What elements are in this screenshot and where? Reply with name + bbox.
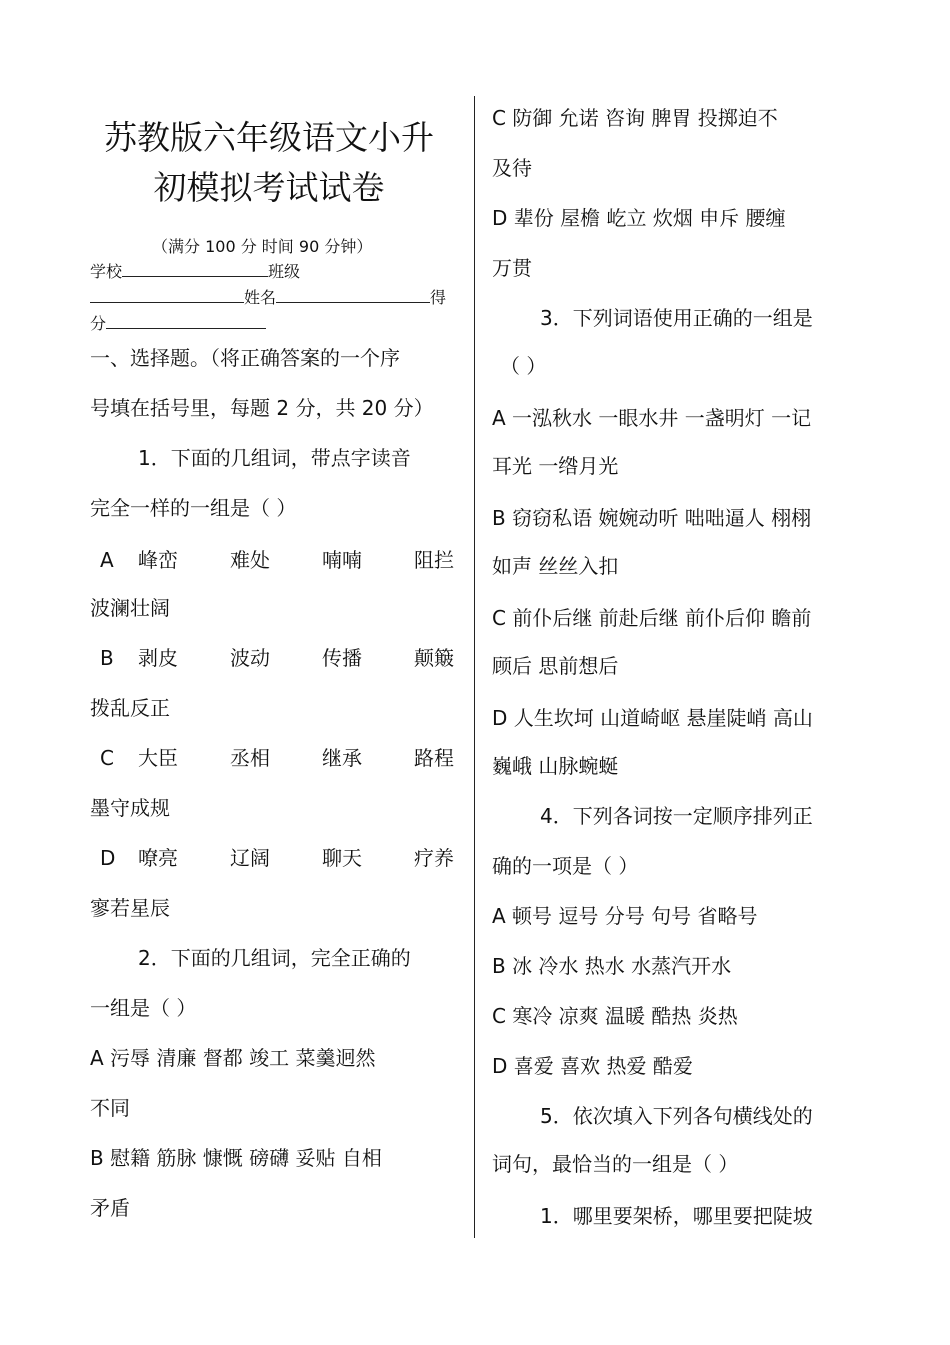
option-word: 寥若星辰 — [90, 896, 170, 920]
class-blank — [90, 286, 244, 303]
q1-stem-line2: 完全一样的一组是（ ） — [90, 496, 297, 520]
score-field — [90, 312, 266, 335]
school-label: 学校 — [90, 262, 123, 281]
option-word: 颠簸 — [414, 646, 454, 670]
option-word: 继承 — [322, 746, 362, 770]
option-word: 嘹亮 — [138, 846, 178, 870]
option-letter: A — [100, 548, 114, 572]
q4-option-a: A 顿号 逗号 分号 句号 省略号 — [492, 904, 758, 928]
q3-option-a: A 一泓秋水 一眼水井 一盏明灯 一记 — [492, 406, 812, 430]
option-word: 阻拦 — [414, 548, 454, 572]
q5-stem-line1: 5．依次填入下列各句横线处的 — [540, 1104, 813, 1128]
option-word: 剥皮 — [138, 646, 178, 670]
exam-info: （满分 100 分 时间 90 分钟） — [152, 237, 373, 256]
q3-option-d-cont: 巍峨 山脉蜿蜒 — [492, 754, 619, 778]
name-label: 姓名 — [244, 288, 277, 307]
q2-option-a: A 污辱 清廉 督都 竣工 菜羹迥然 — [90, 1046, 376, 1070]
option-word: 大臣 — [138, 746, 178, 770]
option-word: 难处 — [230, 548, 270, 572]
q2-stem-line1: 2．下面的几组词，完全正确的 — [138, 946, 411, 970]
q5-sub1: 1．哪里要架桥，哪里要把陡坡 — [540, 1204, 813, 1228]
q3-option-b-cont: 如声 丝丝入扣 — [492, 554, 619, 578]
q2-option-b: B 慰籍 筋脉 慷慨 磅礴 妥贴 自相 — [90, 1146, 382, 1170]
q4-stem-line2: 确的一项是（ ） — [492, 854, 639, 878]
option-letter: C — [100, 746, 114, 770]
q4-stem-line1: 4．下列各词按一定顺序排列正 — [540, 804, 813, 828]
q4-option-b: B 冰 冷水 热水 水蒸汽开水 — [492, 954, 732, 978]
q2-option-c: C 防御 允诺 咨询 脾胃 投掷迫不 — [492, 106, 778, 130]
option-word: 辽阔 — [230, 846, 270, 870]
page-title-line1: 苏教版六年级语文小升 — [104, 118, 434, 157]
q3-stem-line1: 3．下列词语使用正确的一组是 — [540, 306, 813, 330]
column-divider — [474, 96, 475, 1238]
option-word: 传播 — [322, 646, 362, 670]
score-blank — [106, 312, 266, 329]
page-title-line2: 初模拟考试试卷 — [153, 168, 385, 207]
q3-option-c-cont: 顾后 思前想后 — [492, 654, 619, 678]
option-letter: B — [100, 646, 114, 670]
school-blank — [122, 260, 268, 277]
q3-option-a-cont: 耳光 一绺月光 — [492, 454, 619, 478]
q2-option-d-cont: 万贯 — [492, 256, 532, 280]
q2-option-c-cont: 及待 — [492, 156, 532, 180]
option-word: 峰峦 — [138, 548, 178, 572]
option-word: 波动 — [230, 646, 270, 670]
score-label-b: 分 — [90, 314, 107, 333]
section1-line2: 号填在括号里，每题 2 分，共 20 分） — [90, 396, 434, 420]
option-word: 疗养 — [414, 846, 454, 870]
q4-option-d: D 喜爱 喜欢 热爱 酷爱 — [492, 1054, 693, 1078]
class-label: 班级 — [268, 262, 301, 281]
q2-stem-line2: 一组是（ ） — [90, 996, 197, 1020]
q3-option-b: B 窃窃私语 婉婉动听 咄咄逼人 栩栩 — [492, 506, 812, 530]
q2-option-d: D 辈份 屋檐 屹立 炊烟 申斥 腰缠 — [492, 206, 786, 230]
name-blank — [276, 286, 430, 303]
q2-option-b-cont: 矛盾 — [90, 1196, 130, 1220]
option-word: 路程 — [414, 746, 454, 770]
q3-option-d: D 人生坎坷 山道崎岖 悬崖陡峭 高山 — [492, 706, 813, 730]
q5-stem-line2: 词句，最恰当的一组是（ ） — [492, 1152, 739, 1176]
option-word: 拨乱反正 — [90, 696, 170, 720]
q4-option-c: C 寒冷 凉爽 温暖 酷热 炎热 — [492, 1004, 738, 1028]
option-word: 墨守成规 — [90, 796, 170, 820]
score-label-a: 得 — [430, 288, 447, 307]
q1-stem-line1: 1．下面的几组词，带点字读音 — [138, 446, 411, 470]
section1-line1: 一、选择题。（将正确答案的一个序 — [90, 346, 400, 370]
option-word: 喃喃 — [322, 548, 362, 572]
school-class-field — [90, 260, 300, 283]
q3-stem-line2: （ ） — [500, 354, 547, 378]
name-field — [90, 286, 446, 309]
option-word: 波澜壮阔 — [90, 596, 170, 620]
option-word: 丞相 — [230, 746, 270, 770]
option-letter: D — [100, 846, 116, 870]
q3-option-c: C 前仆后继 前赴后继 前仆后仰 瞻前 — [492, 606, 812, 630]
q2-option-a-cont: 不同 — [90, 1096, 130, 1120]
option-word: 聊天 — [322, 846, 362, 870]
